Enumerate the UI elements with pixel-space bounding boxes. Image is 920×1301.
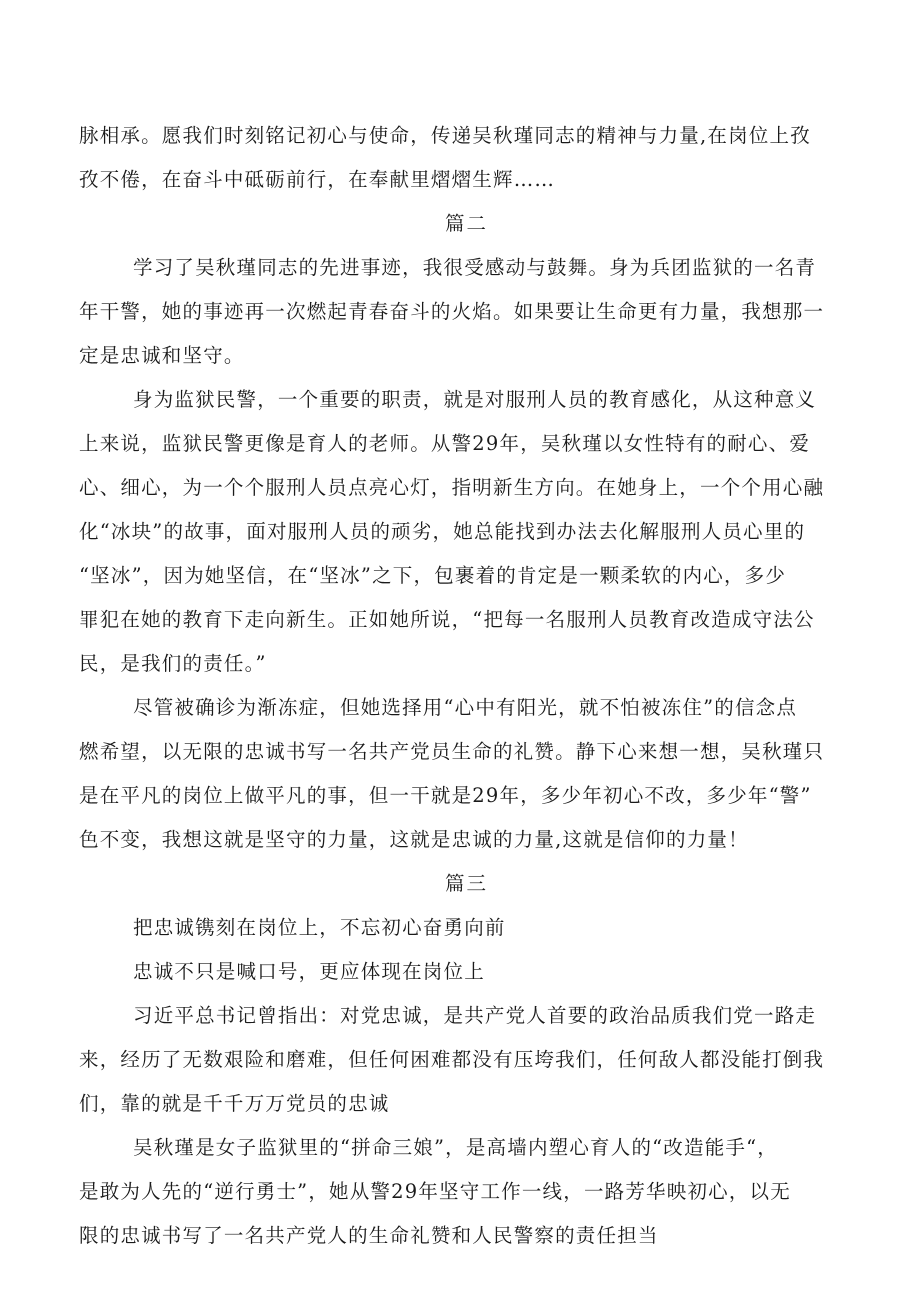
text-line: 心、细心，为一个个服刑人员点亮心灯，指明新生方向。在她身上，一个个用心融: [79, 476, 825, 499]
text-line: 限的忠诚书写了一名共产党人的生命礼赞和人民警察的责任担当: [79, 1224, 659, 1247]
document-page: [79, 114, 854, 1258]
text-line: 民，是我们的责任。”: [79, 652, 267, 675]
text-line: 习近平总书记曾指出：对党忠诚，是共产党人首要的政治品质我们党一路走: [133, 1004, 817, 1027]
text-line: 尽管被确诊为渐冻症，但她选择用“心中有阳光，就不怕被冻住”的信念点: [133, 696, 798, 719]
text-line: 罪犯在她的教育下走向新生。正如她所说，“把每一名服刑人员教育改造成守法公: [79, 608, 815, 631]
section2-paragraph-2: [79, 378, 854, 686]
text-line: 脉相承。愿我们时刻铭记初心与使命，传递吴秋瑾同志的精神与力量,在岗位上孜: [79, 124, 811, 147]
text-line: 定是忠诚和坚守。: [79, 344, 245, 367]
section-heading-3: 篇三: [444, 872, 488, 895]
section2-paragraph-1: [79, 246, 854, 378]
text-line: 是敢为人先的“逆行勇士”，她从警29年坚守工作一线，一路芳华映初心，以无: [79, 1180, 791, 1203]
text-line: 化“冰块”的故事，面对服刑人员的顽劣，她总能找到办法去化解服刑人员心里的: [79, 520, 806, 543]
text-line: 色不变，我想这就是坚守的力量，这就是忠诚的力量,这就是信仰的力量！: [79, 828, 749, 851]
text-line: 身为监狱民警，一个重要的职责，就是对服刑人员的教育感化，从这种意义: [133, 388, 817, 411]
text-line: 学习了吴秋瑾同志的先进事迹，我很受感动与鼓舞。身为兵团监狱的一名青: [133, 256, 817, 279]
intro-paragraph: [79, 114, 854, 202]
text-line: 把忠诚镌刻在岗位上，不忘初心奋勇向前: [133, 916, 506, 939]
text-line: 上来说，监狱民警更像是育人的老师。从警29年，吴秋瑾以女性特有的耐心、爱: [79, 432, 811, 455]
section3-paragraph-2: [79, 950, 854, 994]
section3-paragraph-1: [79, 906, 854, 950]
section2-paragraph-3: [79, 686, 854, 862]
text-line: “坚冰”，因为她坚信，在“坚冰”之下，包裹着的肯定是一颗柔软的内心，多少: [79, 564, 787, 587]
section3-paragraph-4: [79, 1126, 854, 1258]
text-line: 燃希望，以无限的忠诚书写一名共产党员生命的礼赞。静下心来想一想，吴秋瑾只: [79, 740, 825, 763]
text-line: 是在平凡的岗位上做平凡的事，但一干就是29年，多少年初心不改，多少年“警”: [79, 784, 812, 807]
text-line: 忠诚不只是喊口号，更应体现在岗位上: [133, 960, 485, 983]
text-line: 孜不倦，在奋斗中砥砺前行，在奉献里熠熠生辉……: [79, 168, 556, 191]
text-line: 们，靠的就是千千万万党员的忠诚: [79, 1092, 390, 1115]
section-heading-2: 篇二: [444, 212, 488, 235]
text-line: 年干警，她的事迹再一次燃起青春奋斗的火焰。如果要让生命更有力量，我想那一: [79, 300, 825, 323]
text-line: 来，经历了无数艰险和磨难，但任何困难都没有压垮我们，任何敌人都没能打倒我: [79, 1048, 825, 1071]
text-line: 吴秋瑾是女子监狱里的“拼命三娘”，是高墙内塑心育人的“改造能手“，: [133, 1136, 778, 1159]
section3-paragraph-3: [79, 994, 854, 1126]
